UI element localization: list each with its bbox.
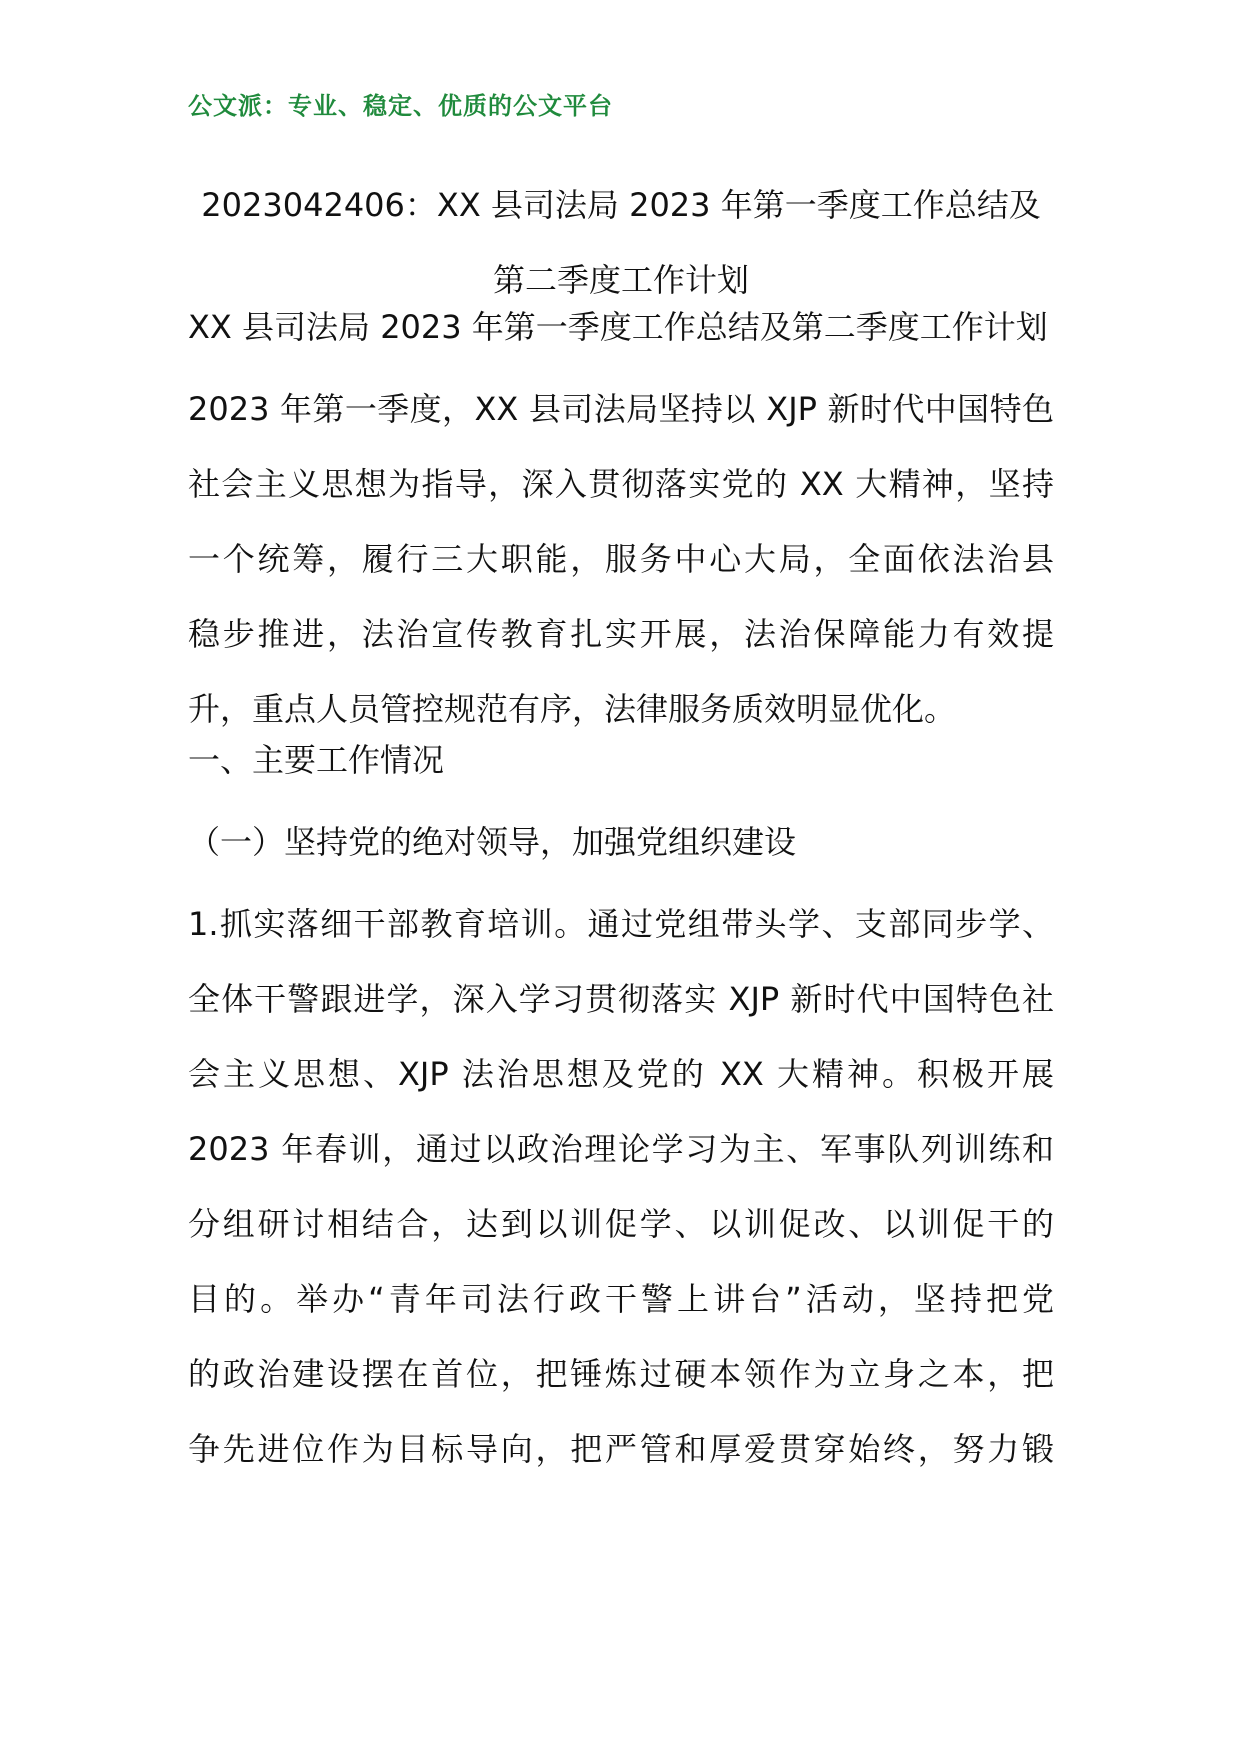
- item-line: 2023 年春训，通过以政治理论学习为主、军事队列训练和: [188, 1130, 1054, 1168]
- intro-paragraph: [188, 372, 1054, 747]
- subtitle: [188, 290, 1054, 365]
- item-line: 争先进位作为目标导向，把严管和厚爱贯穿始终，努力锻: [188, 1430, 1054, 1468]
- item-line: 全体干警跟进学，深入学习贯彻落实 XJP 新时代中国特色社: [188, 980, 1054, 1018]
- item-line: 1.抓实落细干部教育培训。通过党组带头学、支部同步学、: [188, 905, 1054, 943]
- item-line: 的政治建设摆在首位，把锤炼过硬本领作为立身之本，把: [188, 1355, 1054, 1393]
- intro-line: 社会主义思想为指导，深入贯彻落实党的 XX 大精神，坚持: [188, 465, 1054, 503]
- item-line: 分组研讨相结合，达到以训促学、以训促改、以训促干的: [188, 1205, 1054, 1243]
- intro-line: 2023 年第一季度，XX 县司法局坚持以 XJP 新时代中国特色: [188, 390, 1054, 428]
- subsection-heading-text: （一）坚持党的绝对领导，加强党组织建设: [188, 823, 797, 861]
- subsection-heading-1: [188, 805, 1054, 880]
- intro-line: 升，重点人员管控规范有序，法律服务质效明显优化。: [188, 690, 957, 728]
- header-brand: 公文派：专业、稳定、优质的公文平台: [188, 92, 613, 120]
- intro-line: 一个统筹，履行三大职能，服务中心大局，全面依法治县: [188, 540, 1054, 578]
- section-heading-1: [188, 723, 1054, 798]
- title-line-2: 第二季度工作计划: [492, 261, 749, 299]
- intro-line: 稳步推进，法治宣传教育扎实开展，法治保障能力有效提: [188, 615, 1054, 653]
- title-line-1: 2023042406：XX 县司法局 2023 年第一季度工作总结及: [201, 186, 1041, 224]
- item-line: 目的。举办“青年司法行政干警上讲台”活动，坚持把党: [188, 1280, 1054, 1318]
- item-1-paragraph: [188, 887, 1054, 1487]
- subtitle-line: XX 县司法局 2023 年第一季度工作总结及第二季度工作计划: [188, 308, 1048, 346]
- item-line: 会主义思想、XJP 法治思想及党的 XX 大精神。积极开展: [188, 1055, 1054, 1093]
- section-heading-text: 一、主要工作情况: [188, 741, 445, 779]
